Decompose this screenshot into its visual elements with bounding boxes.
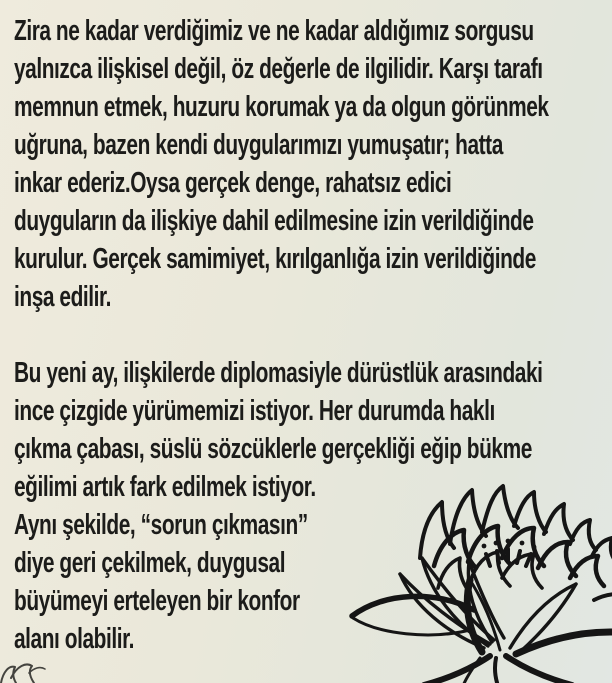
text-line: diye geri çekilmek, duygusal [14, 547, 286, 579]
text-line: çıkma çabası, süslü sözcüklerle gerçekliği eğip bükme [14, 433, 532, 465]
text-line: büyümeyi erteleyen bir konfor [14, 585, 300, 617]
text-line: alanı olabilir. [14, 623, 135, 655]
text-line: ince çizgide yürümemizi istiyor. Her durumda haklı [14, 395, 495, 427]
text-line: uğruna, bazen kendi duygularımızı yumuşatır; hatta [14, 129, 503, 161]
text-line: eğilimi artık fark edilmek istiyor. [14, 471, 316, 503]
lotus-bud-sketch-icon [0, 659, 50, 683]
text-line: memnun etmek, huzuru korumak ya da olgun görünmek [14, 91, 549, 123]
lotus-stems [424, 656, 572, 683]
text-block [14, 12, 612, 658]
text-line: duyguların da ilişkiye dahil edilmesine izin verildiğinde [14, 205, 534, 237]
text-line: yalnızca ilişkisel değil, öz değerle de ilgilidir. Karşı tarafı [14, 53, 543, 85]
text-line: inşa edilir. [14, 281, 111, 313]
paragraph-1 [14, 12, 612, 316]
text-line: kurulur. Gerçek samimiyet, kırılganlığa izin verildiğinde [14, 243, 536, 275]
text-line: Zira ne kadar verdiğimiz ve ne kadar aldığımız sorgusu [14, 15, 534, 47]
text-line: Bu yeni ay, ilişkilerde diplomasiyle dürüstlük arasındaki [14, 357, 543, 389]
text-line: Aynı şekilde, “sorun çıkmasın” [14, 509, 308, 541]
paragraph-2 [14, 354, 612, 658]
text-line: inkar ederiz.Oysa gerçek denge, rahatsız edici [14, 167, 452, 199]
